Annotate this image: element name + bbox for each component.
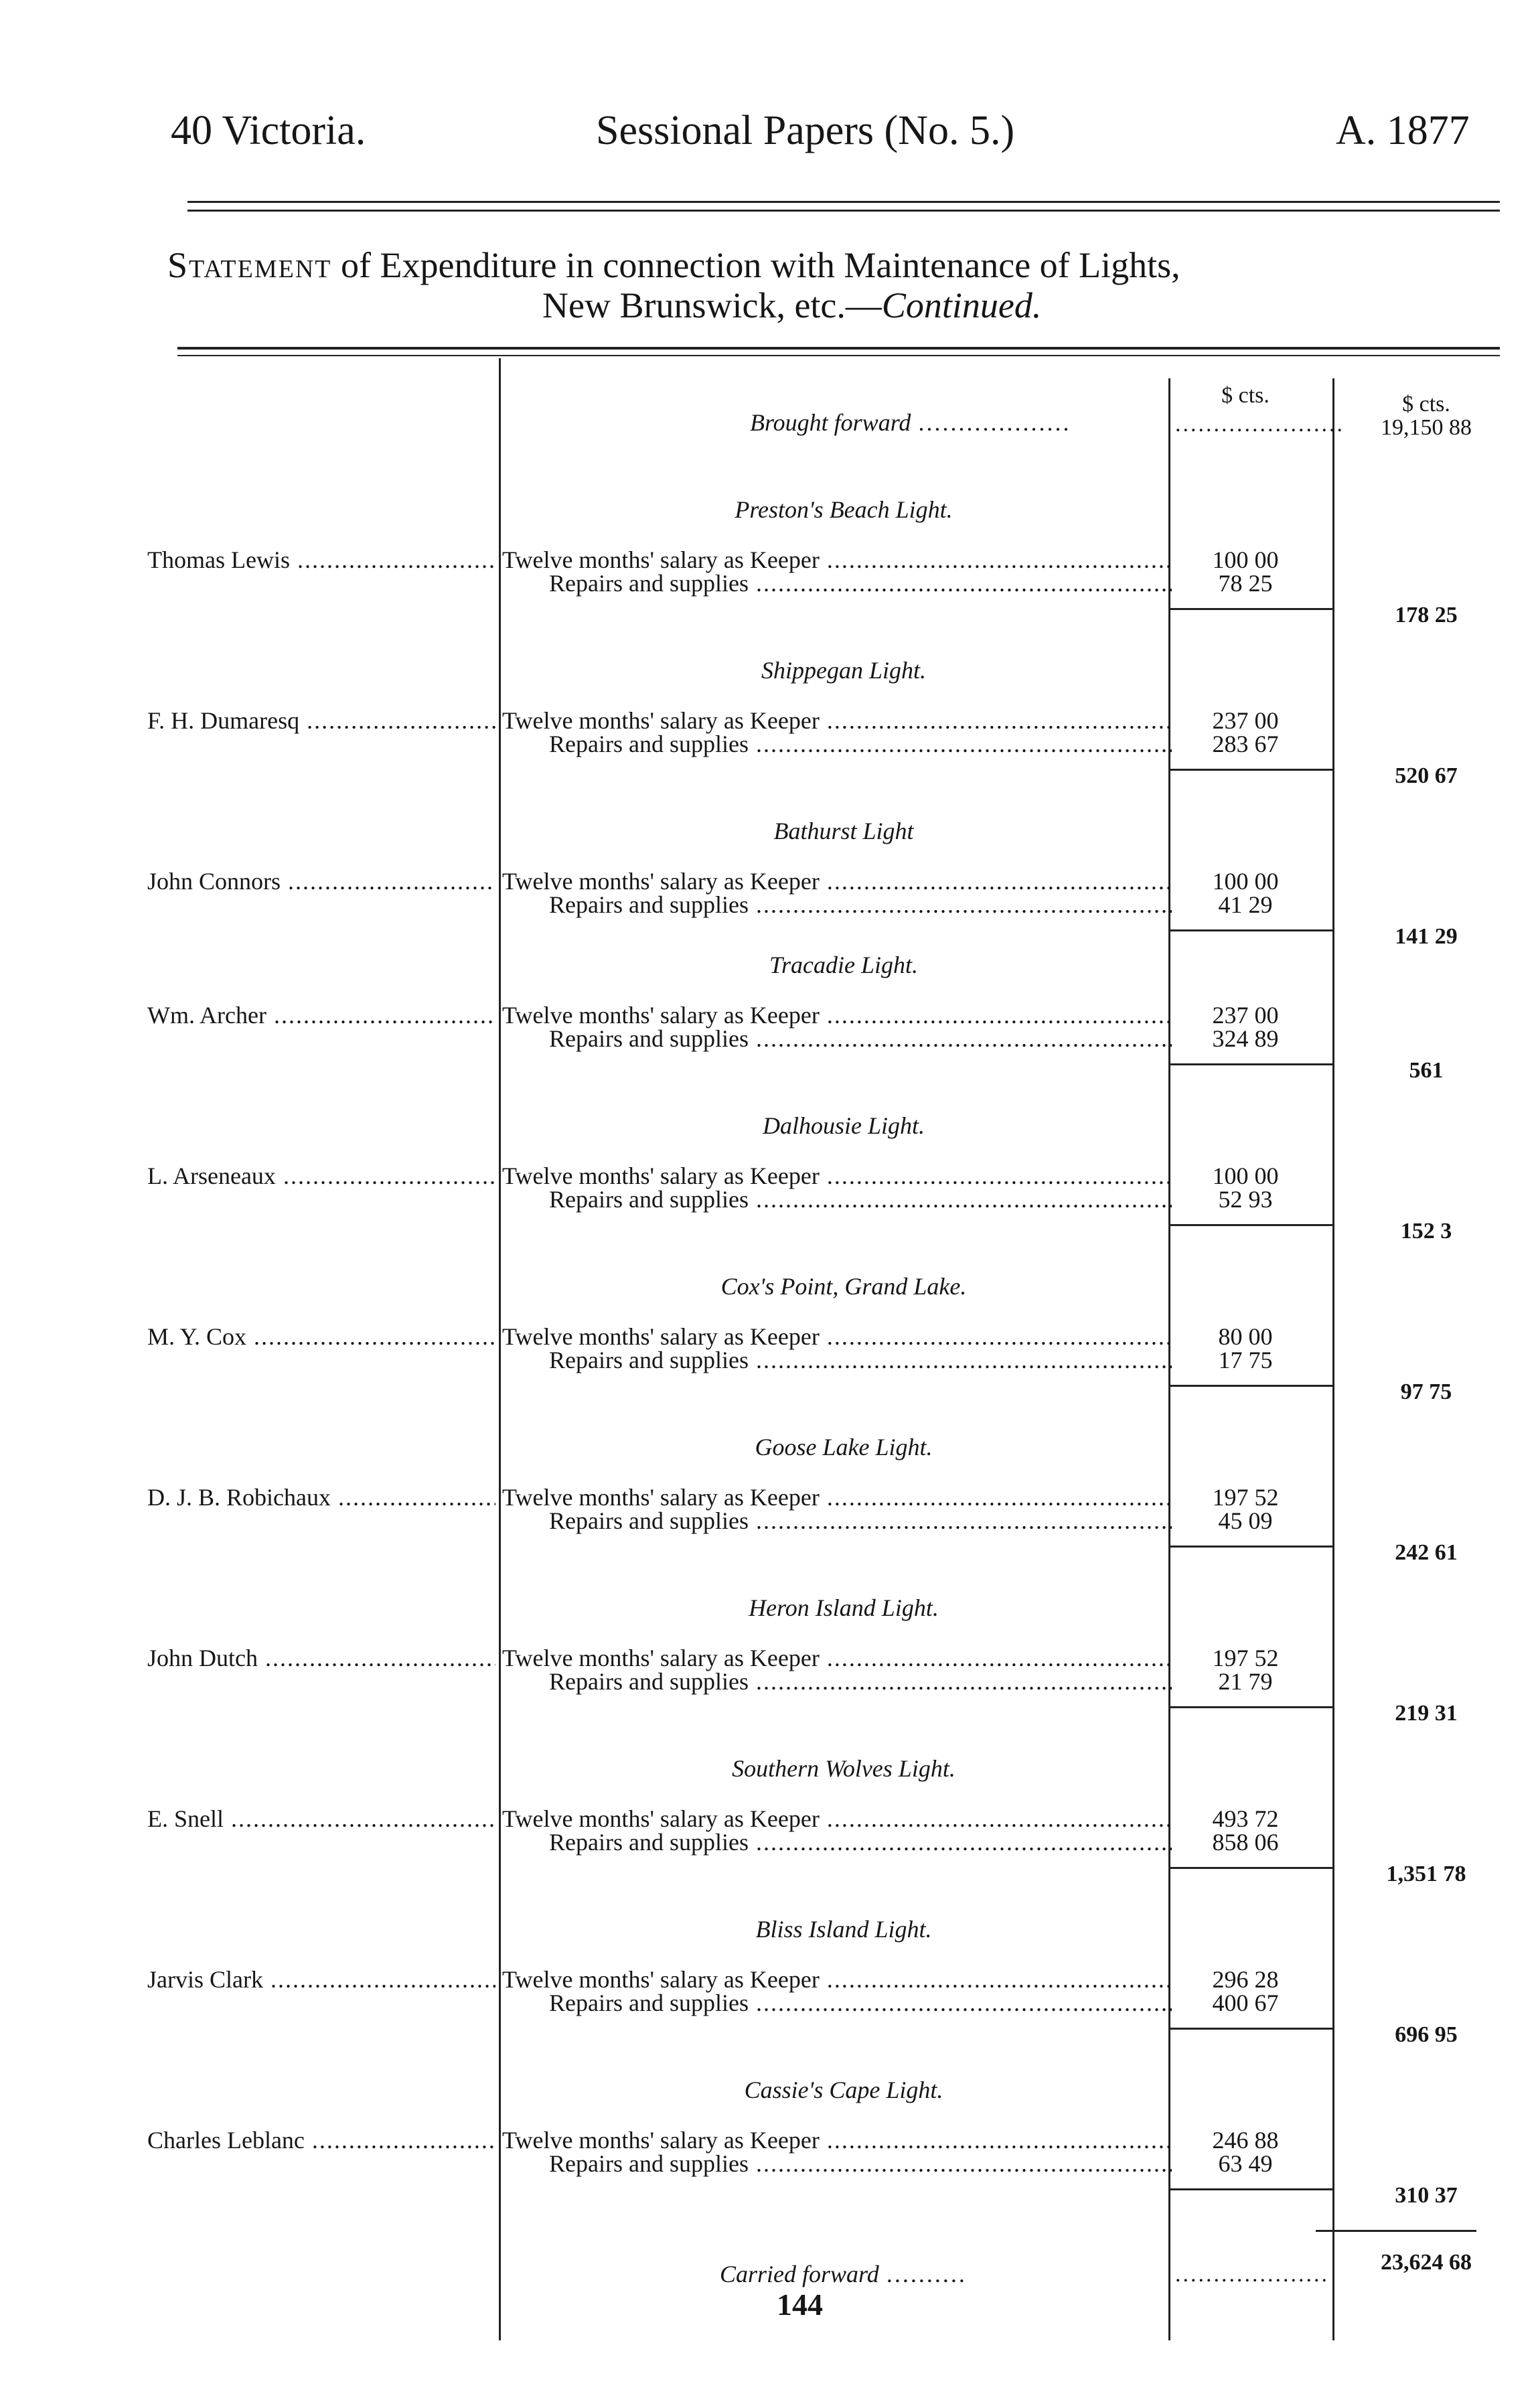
final-total-rule [1316,2230,1476,2232]
entry-repairs-line: Repairs and supplies ..... [549,1828,1172,1856]
entry-repairs-line: Repairs and supplies ..... [549,1185,1172,1213]
entry-sum-rule [1168,1867,1332,1869]
entry-total: 561 [1409,1058,1444,1083]
entry-salary-line: Twelve months' salary as Keeper ..... [502,1483,1172,1511]
entry-repairs-amount: 17 75 [1218,1347,1273,1373]
entry-salary-line: Twelve months' salary as Keeper ..... [502,1805,1172,1833]
entry-repairs-line: Repairs and supplies ..... [549,730,1172,758]
statement-title-line2 [542,285,1346,326]
entry-salary-line: Twelve months' salary as Keeper ..... [502,1965,1172,1993]
entry-sum-rule [1168,1706,1332,1708]
statement-title-line1 [167,244,1480,286]
entry-repairs-line: Repairs and supplies ..... [549,1667,1172,1696]
entry-total: 219 31 [1395,1701,1458,1726]
entry-repairs-amount: 21 79 [1218,1668,1273,1695]
entry-keeper-name: M. Y. Cox ..... [147,1323,495,1351]
entry-salary-amount: 100 00 [1212,1162,1279,1189]
running-header-right: A. 1877 [1336,108,1470,153]
entry-salary-line: Twelve months' salary as Keeper ..... [502,2126,1172,2154]
entry-keeper-name: Jarvis Clark ..... [147,1965,495,1993]
entry-salary-line: Twelve months' salary as Keeper ..... [502,867,1172,895]
entry-salary-amount: 197 52 [1212,1484,1279,1511]
page-number: 144 [777,2287,823,2322]
entry-repairs-amount: 858 06 [1212,1829,1279,1856]
entry-total: 152 3 [1400,1219,1452,1244]
entry-keeper-name: Wm. Archer ..... [147,1001,495,1029]
entry-repairs-amount: 45 09 [1218,1507,1273,1534]
entry-repairs-line: Repairs and supplies ..... [549,1989,1172,2017]
entry-repairs-line: Repairs and supplies ..... [549,2150,1172,2178]
running-header-center: Sessional Papers (No. 5.) [596,108,1015,153]
entry-salary-line: Twelve months' salary as Keeper ..... [502,1323,1172,1351]
entry-sum-rule [1168,929,1332,931]
table-rule-inner [177,355,1500,356]
carried-forward-total: 23,624 68 [1381,2250,1472,2275]
entry-section-title: Dalhousie Light. [762,1112,925,1139]
brought-forward-label: Brought forward ................... [750,409,1072,436]
entry-salary-line: Twelve months' salary as Keeper ..... [502,1001,1172,1029]
statement-lead: Statement [167,245,332,285]
entry-total: 696 95 [1395,2022,1458,2047]
entry-section-title: Bliss Island Light. [755,1916,932,1943]
entry-keeper-name: John Dutch ..... [147,1644,495,1672]
entry-keeper-name: L. Arseneaux ..... [147,1162,495,1190]
entry-repairs-amount: 283 67 [1212,731,1279,757]
entry-repairs-amount: 324 89 [1212,1025,1279,1052]
entry-sum-rule [1168,2028,1332,2030]
header-rule-bottom [187,210,1500,212]
entry-keeper-name: F. H. Dumaresq ..... [147,706,495,735]
entry-salary-line: Twelve months' salary as Keeper ..... [502,1644,1172,1672]
statement-title-text: of Expenditure in connection with Maintenance of Lights, [341,245,1180,285]
entry-repairs-amount: 63 49 [1218,2150,1273,2177]
entry-section-title: Cassie's Cape Light. [744,2077,943,2103]
statement-title-continued: Continued. [881,285,1042,325]
entry-section-title: Bathurst Light [773,818,914,844]
entry-total: 1,351 78 [1386,1862,1466,1886]
entry-repairs-line: Repairs and supplies ..... [549,569,1172,597]
entry-total: 242 61 [1395,1540,1458,1565]
entry-sum-rule [1168,608,1332,610]
entry-section-title: Preston's Beach Light. [735,496,953,523]
entry-salary-amount: 197 52 [1212,1645,1279,1671]
entry-section-title: Shippegan Light. [761,657,926,684]
entry-section-title: Heron Island Light. [749,1594,939,1621]
entry-keeper-name: D. J. B. Robichaux ..... [147,1483,495,1511]
entry-salary-line: Twelve months' salary as Keeper ..... [502,706,1172,735]
header-rule-top [187,201,1500,203]
entry-salary-amount: 237 00 [1212,1002,1279,1029]
carried-forward-label: Carried forward .......... [720,2261,968,2287]
entry-salary-amount: 100 00 [1212,546,1279,573]
entry-repairs-amount: 78 25 [1218,570,1273,597]
amount-column-head: $ cts. [1221,383,1270,408]
entry-total: 141 29 [1395,924,1458,949]
entry-sum-rule [1168,1063,1332,1065]
entry-repairs-line: Repairs and supplies ..... [549,1025,1172,1053]
entry-salary-amount: 493 72 [1212,1805,1279,1832]
entry-repairs-line: Repairs and supplies ..... [549,891,1172,919]
entry-salary-amount: 237 00 [1212,707,1279,734]
total-column-head: $ cts. [1402,392,1450,417]
entry-repairs-amount: 41 29 [1218,891,1273,918]
table-rule-top [177,347,1500,350]
entry-sum-rule [1168,1224,1332,1226]
entry-keeper-name: Charles Leblanc ..... [147,2126,495,2154]
entry-sum-rule [1168,1385,1332,1387]
entry-repairs-amount: 400 67 [1212,1989,1279,2016]
entry-repairs-line: Repairs and supplies ..... [549,1507,1172,1535]
entry-salary-line: Twelve months' salary as Keeper ..... [502,546,1172,574]
entry-sum-rule [1168,2188,1332,2190]
running-header-left: 40 Victoria. [171,108,366,153]
carried-forward-amount-dots: .................... [1175,2262,1329,2287]
entry-keeper-name: Thomas Lewis ..... [147,546,495,574]
entry-salary-amount: 246 88 [1212,2127,1279,2154]
entry-section-title: Tracadie Light. [769,952,919,978]
entry-total: 178 25 [1395,603,1458,627]
entry-repairs-line: Repairs and supplies ..... [549,1346,1172,1374]
entry-section-title: Southern Wolves Light. [732,1755,955,1782]
entry-total: 520 67 [1395,763,1458,788]
entry-section-title: Cox's Point, Grand Lake. [720,1273,967,1300]
brought-forward-amount-dots: ...................... [1175,412,1345,437]
entry-sum-rule [1168,769,1332,771]
statement-title-region: New Brunswick, etc.— [542,285,882,325]
entry-salary-amount: 296 28 [1212,1966,1279,1993]
entry-salary-amount: 80 00 [1218,1323,1273,1350]
entry-salary-amount: 100 00 [1212,868,1279,895]
brought-forward-total: 19,150 88 [1381,415,1472,440]
column-rule-total [1332,378,1334,2340]
entry-sum-rule [1168,1546,1332,1548]
column-rule-description [499,358,501,2340]
entry-total: 310 37 [1395,2183,1458,2208]
entry-keeper-name: E. Snell ..... [147,1805,495,1833]
entry-section-title: Goose Lake Light. [755,1434,933,1460]
entry-total: 97 75 [1400,1379,1452,1404]
entry-repairs-amount: 52 93 [1218,1186,1273,1213]
entry-salary-line: Twelve months' salary as Keeper ..... [502,1162,1172,1190]
entry-keeper-name: John Connors ..... [147,867,495,895]
